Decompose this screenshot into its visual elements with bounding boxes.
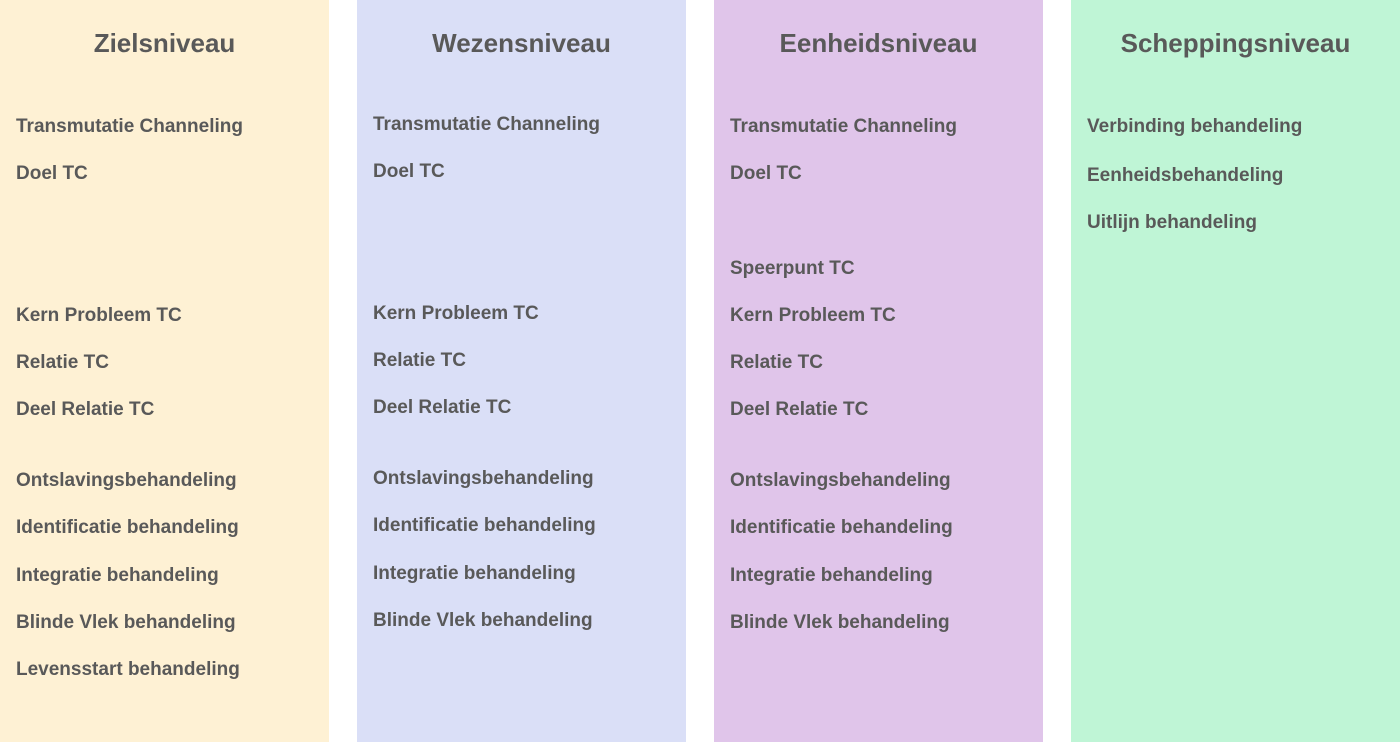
column-wezensniveau [357, 0, 686, 742]
list-item: Transmutatie Channeling [373, 114, 600, 135]
column-title: Scheppingsniveau [1120, 28, 1351, 58]
list-item: Uitlijn behandeling [1087, 212, 1257, 233]
list-item: Levensstart behandeling [16, 659, 240, 680]
column-title: Wezensniveau [432, 28, 611, 58]
list-item: Ontslavingsbehandeling [373, 468, 594, 489]
column-zielsniveau [0, 0, 329, 742]
column-scheppingsniveau [1071, 0, 1400, 742]
list-item: Blinde Vlek behandeling [730, 612, 950, 633]
list-item: Relatie TC [373, 350, 466, 371]
list-item: Ontslavingsbehandeling [730, 470, 951, 491]
list-item: Kern Probleem TC [16, 305, 182, 326]
list-item: Identificatie behandeling [16, 517, 239, 538]
list-item: Deel Relatie TC [373, 397, 512, 418]
list-item: Doel TC [730, 163, 802, 184]
list-item: Kern Probleem TC [730, 305, 896, 326]
list-item: Eenheidsbehandeling [1087, 165, 1284, 186]
list-item: Deel Relatie TC [730, 399, 869, 420]
list-item: Doel TC [16, 163, 88, 184]
list-item: Transmutatie Channeling [730, 116, 957, 137]
list-item: Integratie behandeling [16, 565, 219, 586]
list-item: Integratie behandeling [730, 565, 933, 586]
column-title: Eenheidsniveau [779, 28, 978, 58]
list-item: Verbinding behandeling [1087, 116, 1303, 137]
list-item: Integratie behandeling [373, 563, 576, 584]
list-item: Blinde Vlek behandeling [373, 610, 593, 631]
list-item: Relatie TC [730, 352, 823, 373]
list-item: Blinde Vlek behandeling [16, 612, 236, 633]
list-item: Transmutatie Channeling [16, 116, 243, 137]
list-item: Relatie TC [16, 352, 109, 373]
list-item: Identificatie behandeling [373, 515, 596, 536]
list-item: Deel Relatie TC [16, 399, 155, 420]
list-item: Kern Probleem TC [373, 303, 539, 324]
list-item: Speerpunt TC [730, 258, 855, 279]
list-item: Identificatie behandeling [730, 517, 953, 538]
column-title: Zielsniveau [93, 28, 236, 58]
list-item: Doel TC [373, 161, 445, 182]
list-item: Ontslavingsbehandeling [16, 470, 237, 491]
column-eenheidsniveau [714, 0, 1043, 742]
